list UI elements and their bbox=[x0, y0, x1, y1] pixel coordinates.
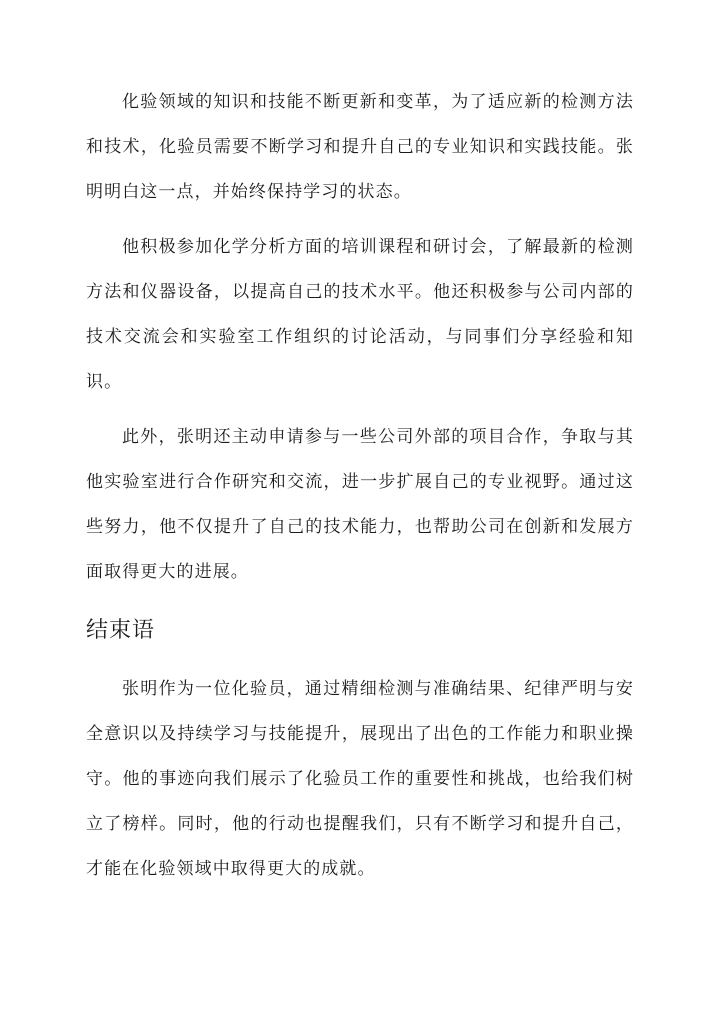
paragraph-training: 他积极参加化学分析方面的培训课程和研讨会，了解最新的检测方法和仪器设备，以提高自己的技术水平。他还积极参与公司内部的技术交流会和实验室工作组织的讨论活动，与同事们分享经验和知识。 bbox=[86, 237, 634, 392]
paragraph-external-cooperation: 此外，张明还主动申请参与一些公司外部的项目合作，争取与其他实验室进行合作研究和交流，进一步扩展自己的专业视野。通过这些努力，他不仅提升了自己的技术能力，也帮助公司在创新和发展方面取得更大的进展。 bbox=[86, 427, 634, 582]
paragraph-learning-intro: 化验领域的知识和技能不断更新和变革，为了适应新的检测方法和技术，化验员需要不断学习和提升自己的专业知识和实践技能。张明明白这一点，并始终保持学习的状态。 bbox=[86, 92, 634, 202]
section-heading-conclusion: 结束语 bbox=[86, 618, 156, 643]
document-page bbox=[86, 80, 634, 892]
paragraph-conclusion: 张明作为一位化验员，通过精细检测与准确结果、纪律严明与安全意识以及持续学习与技能提升，展现出了出色的工作能力和职业操守。他的事迹向我们展示了化验员工作的重要性和挑战，也给我们树立了榜样。同时，他的行动也提醒我们，只有不断学习和提升自己，才能在化验领域中取得更大的成就。 bbox=[86, 679, 634, 879]
